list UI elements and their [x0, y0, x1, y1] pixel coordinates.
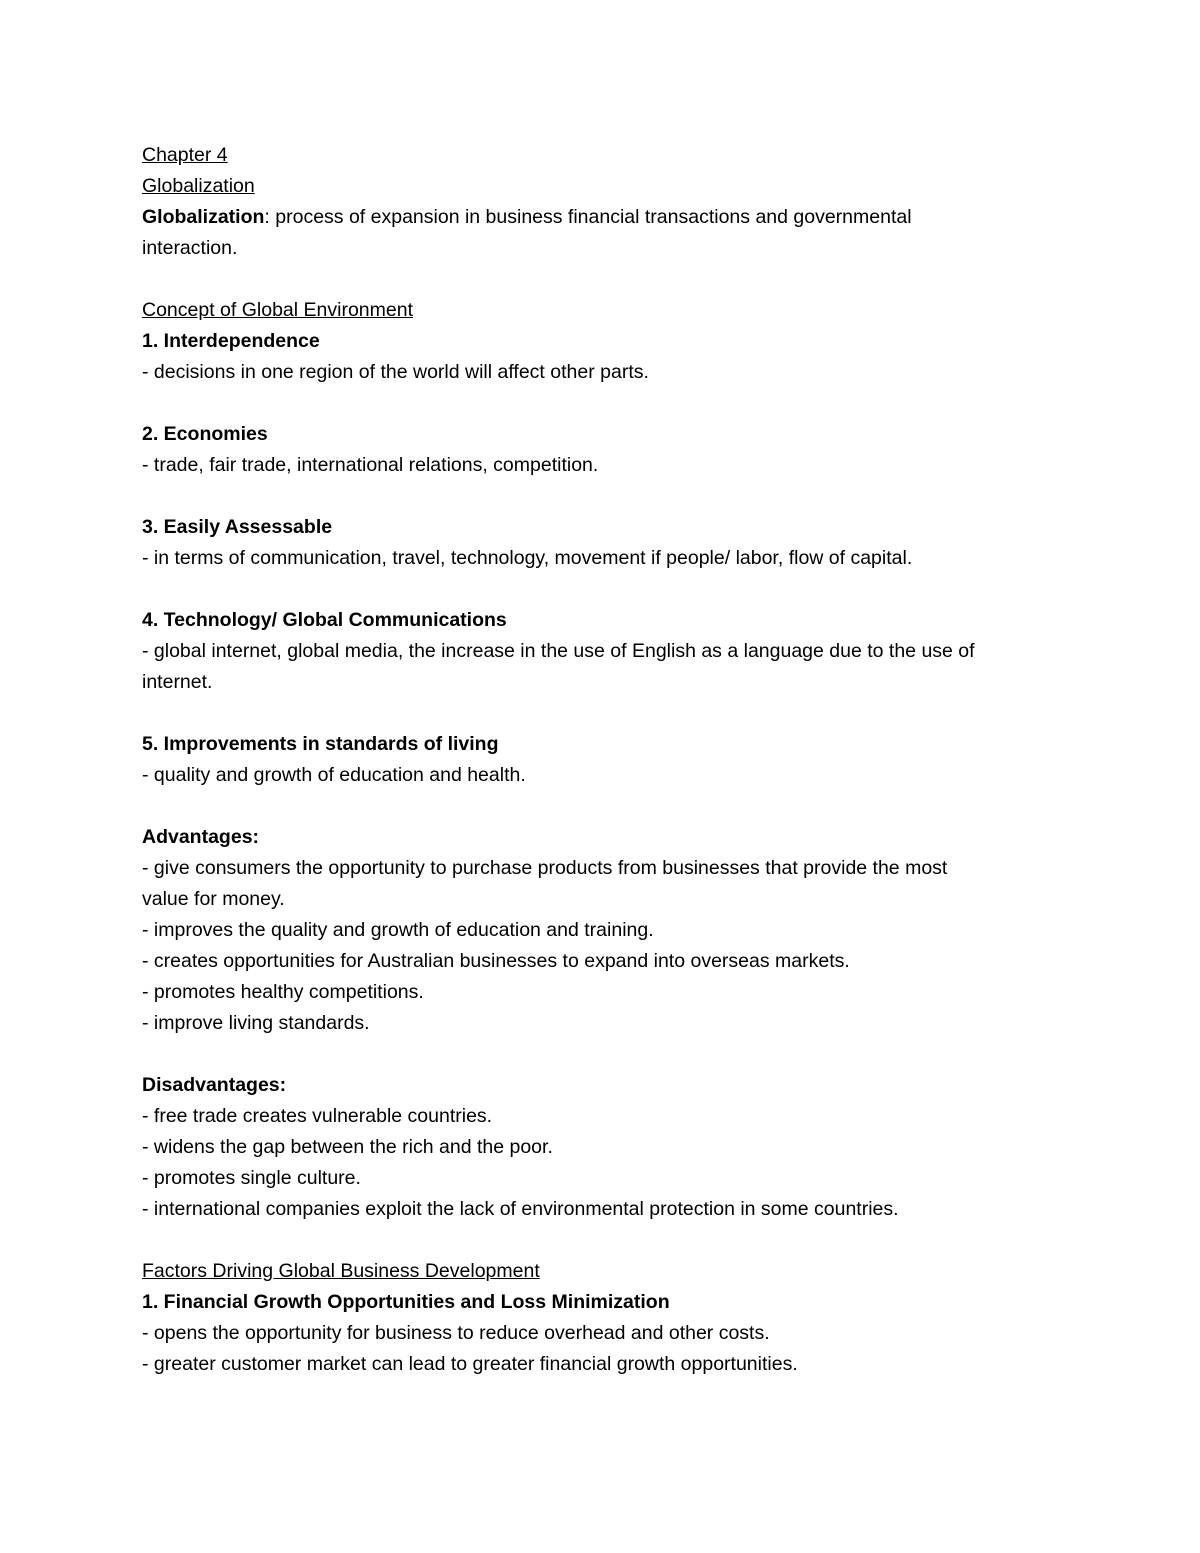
definition-paragraph: [142, 202, 1082, 233]
spacer: [142, 574, 1082, 605]
advantages-line: - improves the quality and growth of education and training.: [142, 919, 654, 941]
advantages-line: - promotes healthy competitions.: [142, 981, 424, 1003]
concept-item-text: - global internet, global media, the increase in the use of English as a language due to the use of: [142, 640, 975, 662]
advantages-line: - creates opportunities for Australian businesses to expand into overseas markets.: [142, 950, 850, 972]
advantages-heading: Advantages:: [142, 826, 260, 848]
concept-item-text: - quality and growth of education and health.: [142, 764, 526, 786]
concept-item-title: 4. Technology/ Global Communications: [142, 609, 507, 631]
disadvantages-line: - free trade creates vulnerable countries.: [142, 1105, 493, 1127]
concept-item-title: 5. Improvements in standards of living: [142, 733, 499, 755]
document-page: [142, 140, 1082, 1380]
advantages-line: - give consumers the opportunity to purchase products from businesses that provide the most: [142, 857, 948, 879]
section-title: Globalization: [142, 175, 255, 197]
concept-item-title: 3. Easily Assessable: [142, 516, 333, 538]
spacer: [142, 1225, 1082, 1256]
definition-text: : process of expansion in business financial transactions and governmental: [264, 206, 912, 228]
concept-item-title: 2. Economies: [142, 423, 268, 445]
concept-heading: Concept of Global Environment: [142, 299, 413, 321]
definition-term: Globalization: [142, 206, 265, 228]
concept-item-text: internet.: [142, 671, 213, 693]
factors-line: - greater customer market can lead to greater financial growth opportunities.: [142, 1353, 798, 1375]
concept-item-text: - trade, fair trade, international relations, competition.: [142, 454, 599, 476]
factors-item-title: 1. Financial Growth Opportunities and Loss Minimization: [142, 1291, 670, 1313]
spacer: [142, 388, 1082, 419]
disadvantages-heading: Disadvantages:: [142, 1074, 287, 1096]
concept-item-text: - in terms of communication, travel, technology, movement if people/ labor, flow of capital.: [142, 547, 913, 569]
spacer: [142, 264, 1082, 295]
spacer: [142, 1039, 1082, 1070]
disadvantages-line: - promotes single culture.: [142, 1167, 361, 1189]
disadvantages-line: - widens the gap between the rich and the poor.: [142, 1136, 553, 1158]
spacer: [142, 481, 1082, 512]
spacer: [142, 698, 1082, 729]
advantages-line: - improve living standards.: [142, 1012, 370, 1034]
spacer: [142, 791, 1082, 822]
factors-heading: Factors Driving Global Business Development: [142, 1260, 540, 1282]
advantages-line: value for money.: [142, 888, 285, 910]
concept-item-title: 1. Interdependence: [142, 330, 320, 352]
factors-line: - opens the opportunity for business to reduce overhead and other costs.: [142, 1322, 770, 1344]
concept-item-text: - decisions in one region of the world will affect other parts.: [142, 361, 649, 383]
disadvantages-line: - international companies exploit the lack of environmental protection in some countries.: [142, 1198, 899, 1220]
chapter-heading: Chapter 4: [142, 144, 228, 166]
definition-text-continued: interaction.: [142, 237, 238, 259]
